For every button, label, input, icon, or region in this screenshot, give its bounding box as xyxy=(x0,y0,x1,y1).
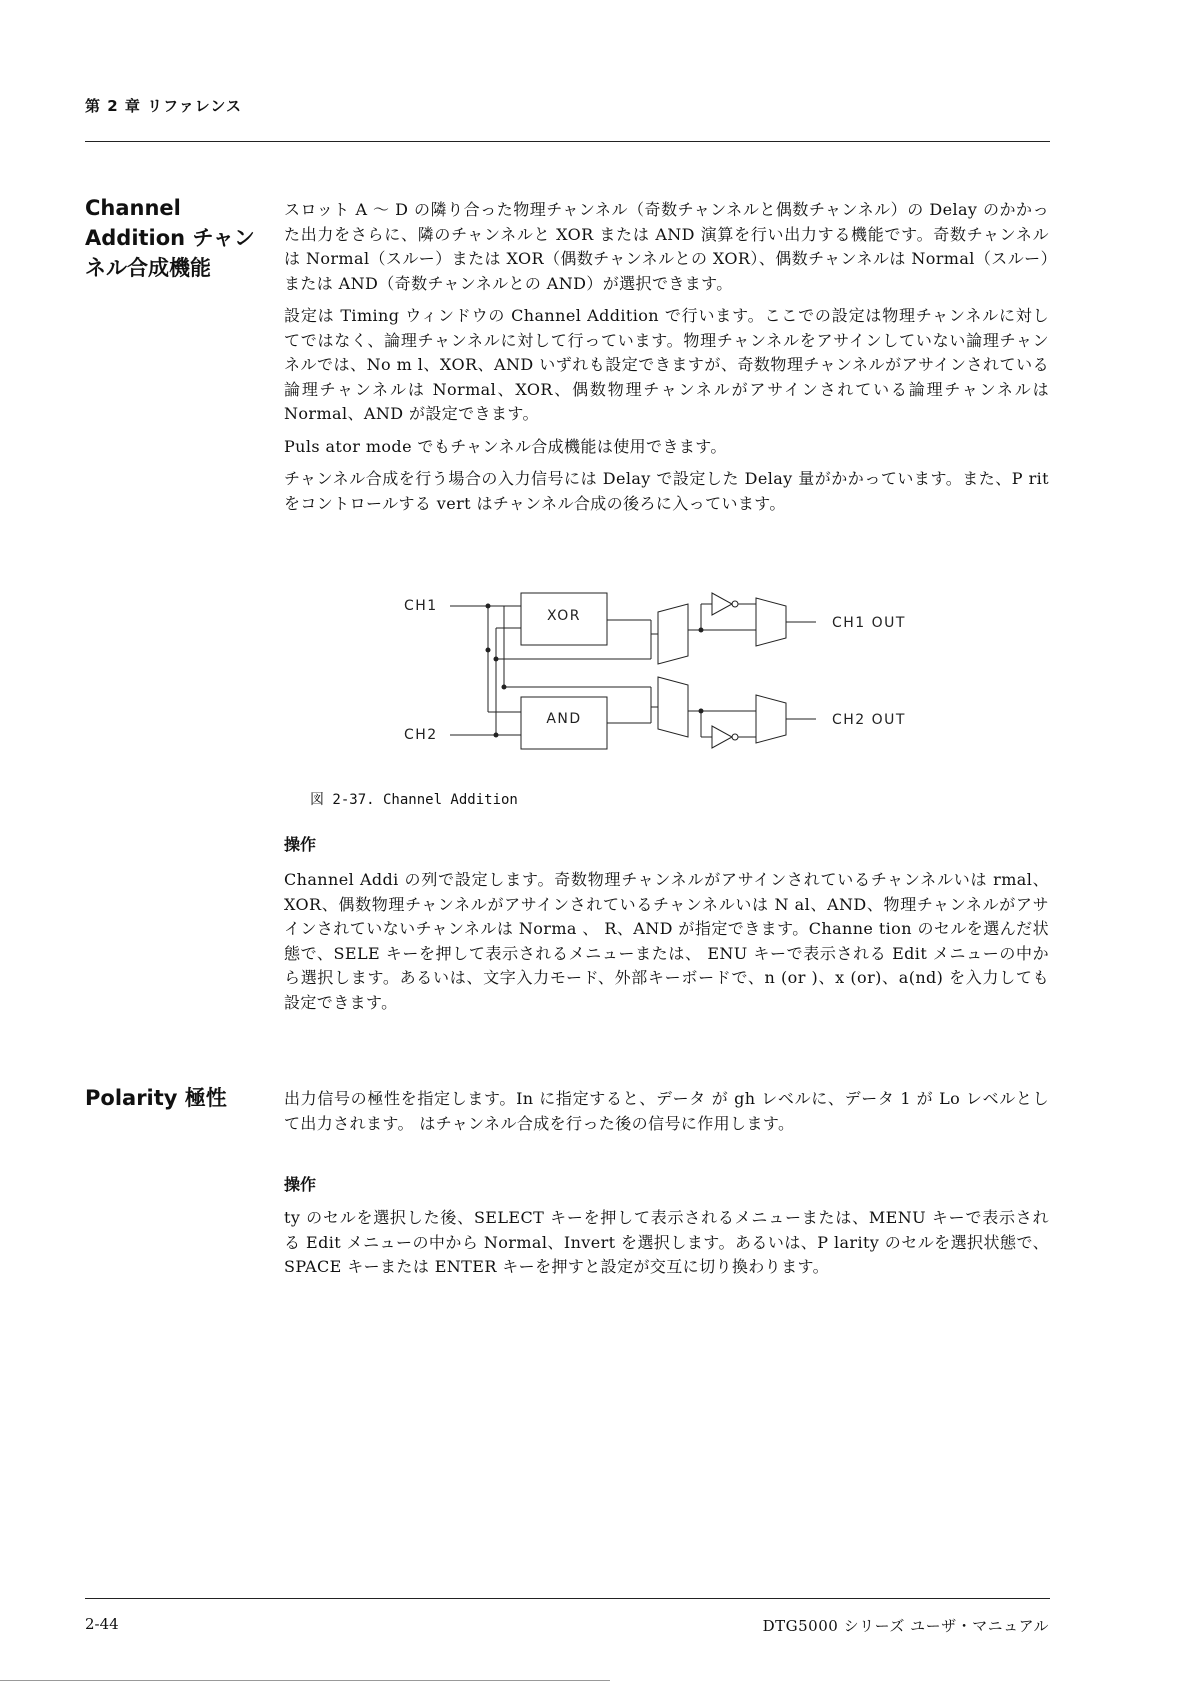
paragraph: 出力信号の極性を指定します。In に指定すると、データ が gh レベルに、データ 1 が Lo レベルとして出力されます。 はチャンネル合成を行った後の信号に作用します。 xyxy=(284,1089,1049,1133)
ch2-label: CH2 xyxy=(404,727,438,743)
operation-heading: 操作 xyxy=(284,835,317,854)
footer-rule xyxy=(85,1598,1050,1599)
operation-heading: 操作 xyxy=(284,1175,317,1194)
ch1-out-label: CH1 OUT xyxy=(832,615,906,631)
inverter-1 xyxy=(712,593,732,615)
polarity-operation xyxy=(284,1206,1049,1288)
figure-caption: 図 2-37. Channel Addition xyxy=(310,792,518,808)
section-heading-channel-addition: Channel Addition チャンネル合成機能 xyxy=(85,196,255,280)
ch1-label: CH1 xyxy=(404,598,438,614)
inverter-2 xyxy=(712,726,732,748)
mux-1 xyxy=(658,604,688,664)
manual-title: DTG5000 シリーズ ユーザ・マニュアル xyxy=(762,1617,1049,1635)
xor-label: XOR xyxy=(547,608,581,624)
and-label: AND xyxy=(546,711,582,727)
bottom-edge-rule xyxy=(0,1680,610,1681)
mux-4 xyxy=(756,695,786,743)
paragraph: スロット A 〜 D の隣り合った物理チャンネル（奇数チャンネルと偶数チャンネル）の Delay のかかった出力をさらに、隣のチャンネルと XOR または AND 演算を行い出力する機能です。奇数チャンネルは Normal（スルー）または XOR（偶数チャンネルとの XOR）、偶数チャンネルは Normal（スルー）または AND（奇数チャンネルとの AND）が選択できます。 xyxy=(284,200,1049,293)
section-heading-polarity: Polarity 極性 xyxy=(85,1086,227,1110)
header-rule xyxy=(85,141,1050,142)
mux-2 xyxy=(658,677,688,737)
channel-addition-diagram xyxy=(396,584,916,759)
paragraph: 設定は Timing ウィンドウの Channel Addition で行います。ここでの設定は物理チャンネルに対してではなく、論理チャンネルに対して行っています。物理チャンネルをアサインしていない論理チャンネルでは、No m l、XOR、AND いずれも設定できますが、奇数物理チャンネルがアサインされている論理チャンネルは Normal、XOR、偶数物理チャンネルがアサインされている論理チャンネルは Normal、AND が設定できます。 xyxy=(284,306,1049,423)
paragraph: チャンネル合成を行う場合の入力信号には Delay で設定した Delay 量がかかっています。また、P rit をコントロールする vert はチャンネル合成の後ろに入っています。 xyxy=(284,469,1049,513)
paragraph: Puls ator mode でもチャンネル合成機能は使用できます。 xyxy=(284,436,727,456)
paragraph: Channel Addi の列で設定します。奇数物理チャンネルがアサインされているチャンネルいは rmal、XOR、偶数物理チャンネルがアサインされているチャンネルいは N al、AND、物理チャンネルがアサインされていないチャンネルは Norma 、 R、AND が指定できます。Channe tion のセルを選んだ状態で、SELE キーを押して表示されるメニューまたは、 ENU キーで表示される Edit メニューの中から選択します。あるいは、文字入力モード、外部キーボードで、n (or )、x (or)、a(nd) を入力しても設定できます。 xyxy=(284,870,1049,1012)
channel-addition-body xyxy=(284,198,1049,524)
ch2-out-label: CH2 OUT xyxy=(832,712,906,728)
page-number: 2-44 xyxy=(85,1615,119,1633)
polarity-body xyxy=(284,1087,1049,1144)
chapter-header: 第 2 章 リファレンス xyxy=(85,97,242,115)
junction-dots xyxy=(486,604,704,738)
paragraph: ty のセルを選択した後、SELECT キーを押して表示されるメニューまたは、MENU キーで表示される Edit メニューの中から Normal、Invert を選択します。あるいは、P larity のセルを選択状態で、SPACE キーまたは ENTER キーを押すと設定が交互に切り換わります。 xyxy=(284,1208,1049,1276)
channel-addition-operation xyxy=(284,868,1049,1023)
mux-3 xyxy=(756,598,786,646)
